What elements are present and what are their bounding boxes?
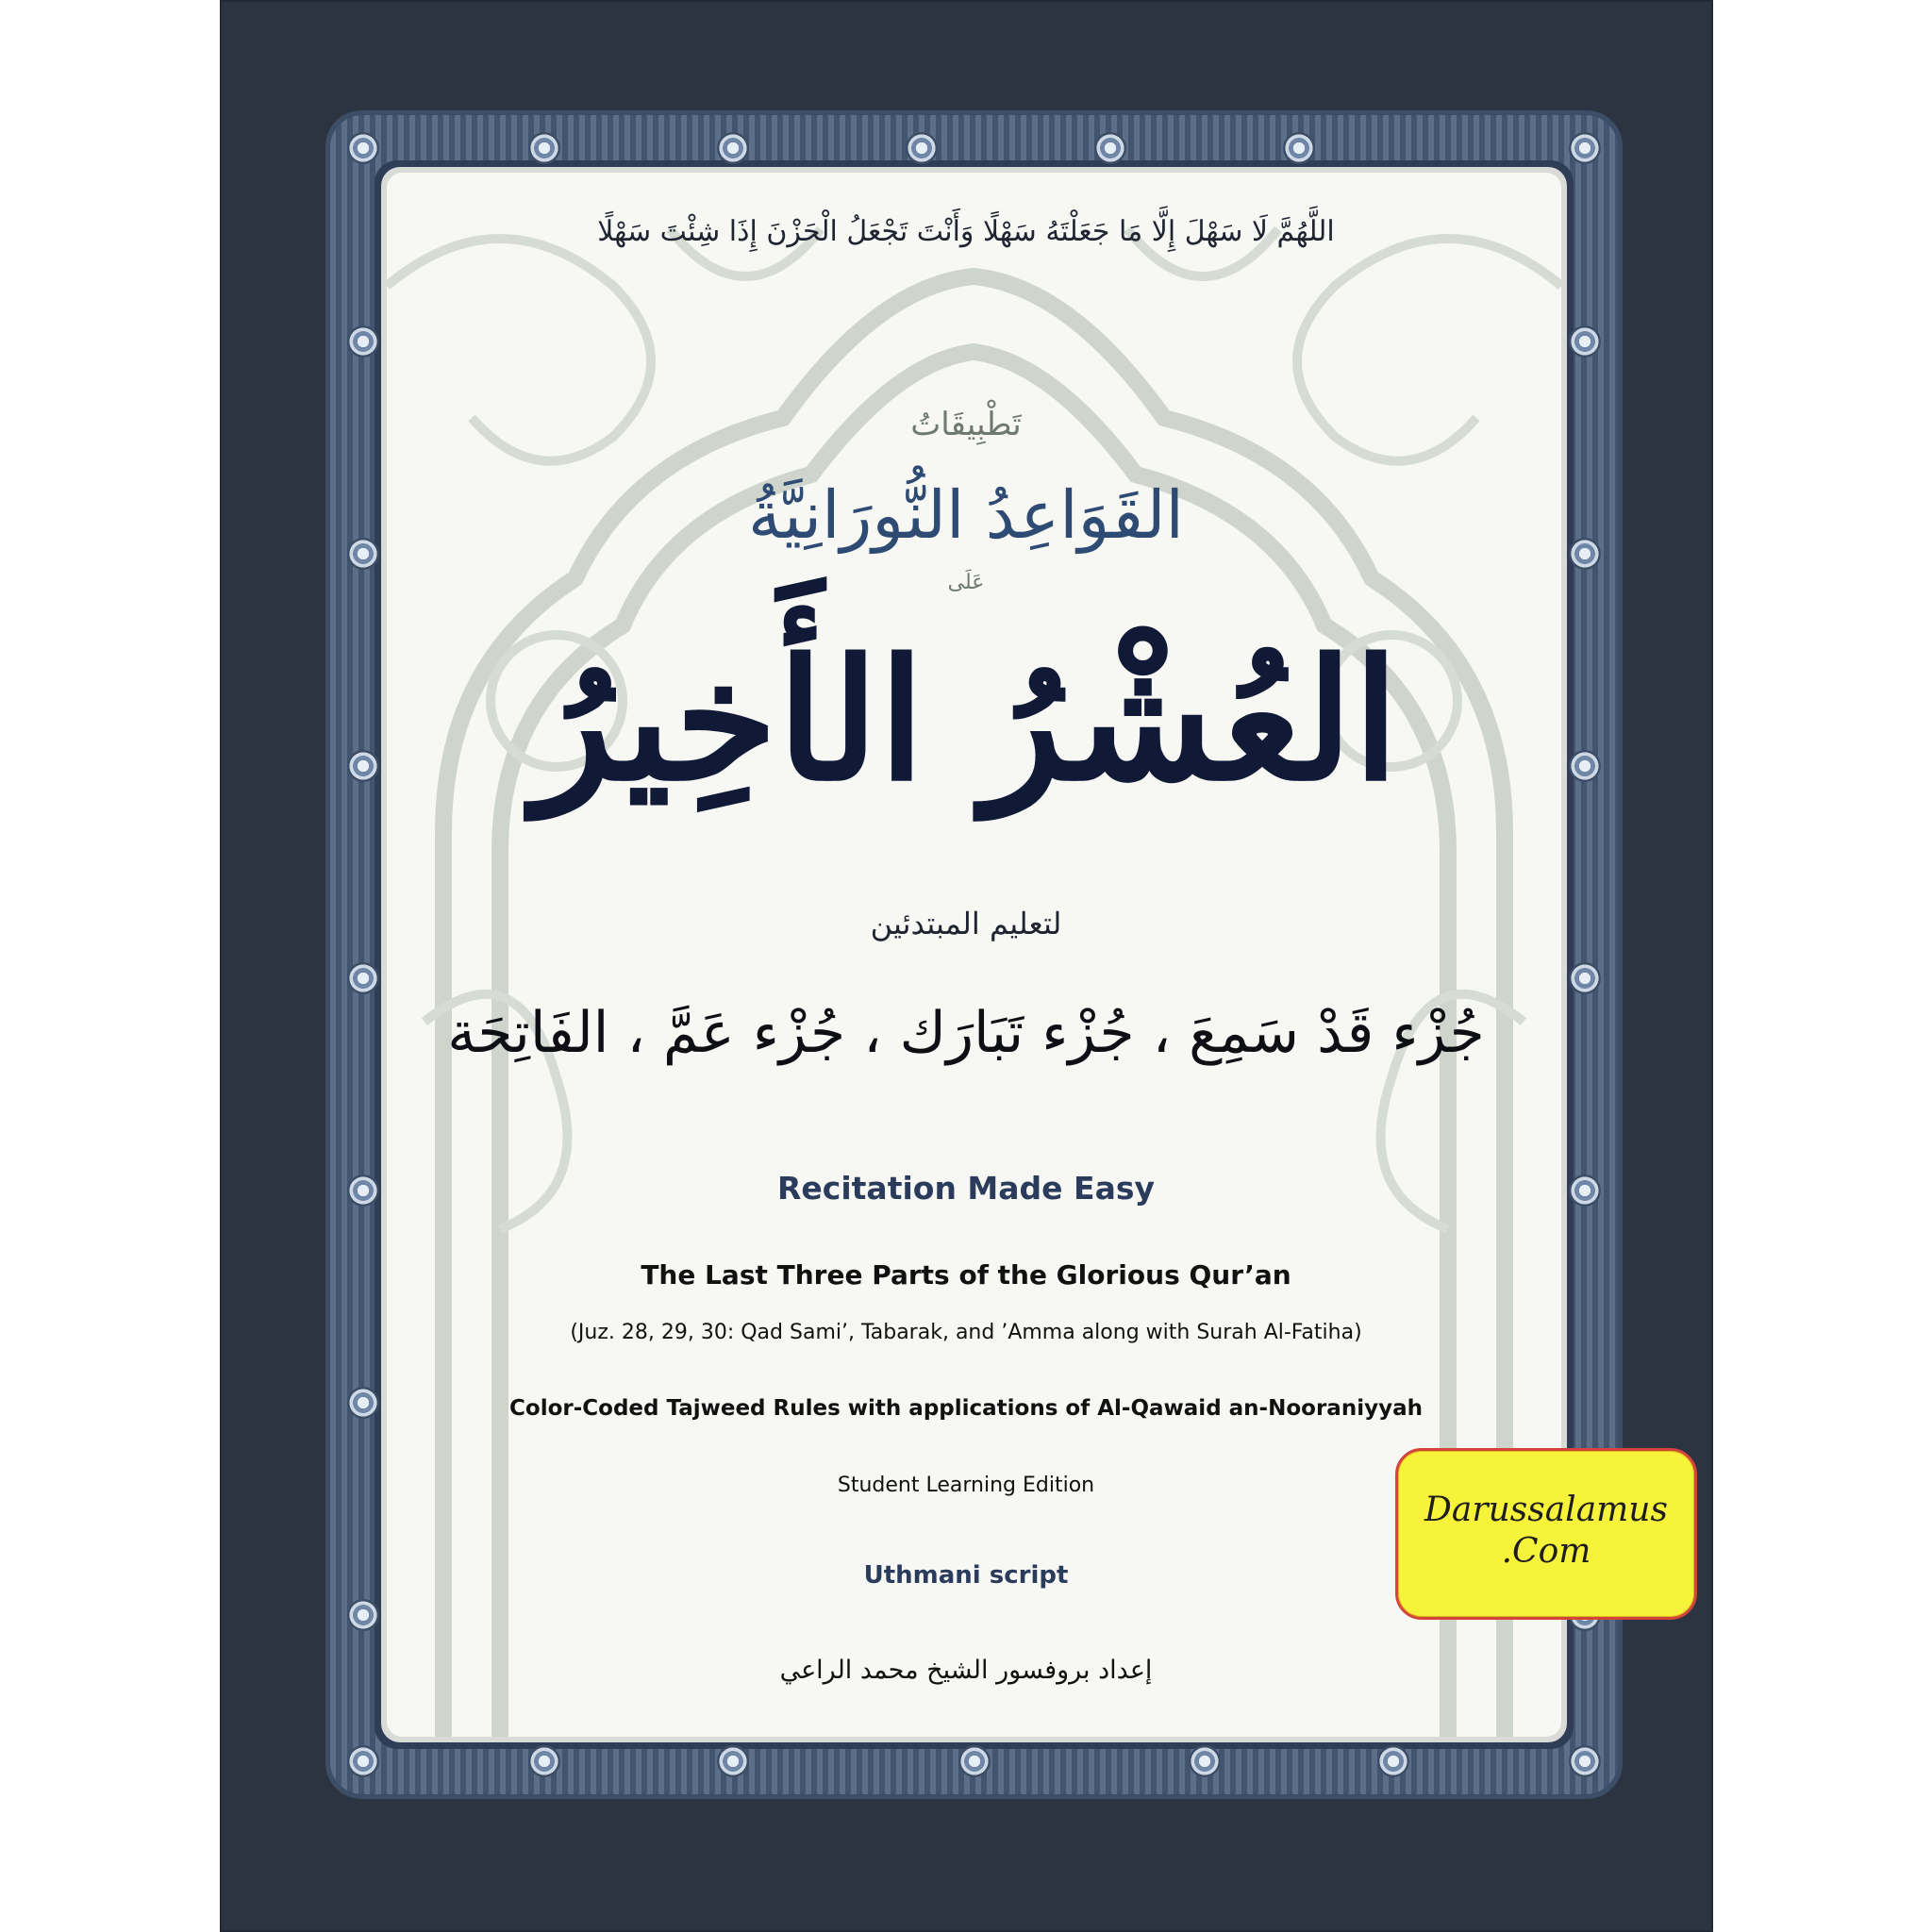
- border-rosette: [717, 132, 749, 164]
- juz-description: (Juz. 28, 29, 30: Qad Sami’, Tabarak, and ’Amma along with Surah Al-Fatiha): [570, 1321, 1362, 1344]
- script-label: Uthmani script: [863, 1561, 1069, 1590]
- border-rosette: [347, 325, 379, 358]
- border-rosette: [347, 1745, 379, 1777]
- border-rosette: [958, 1745, 991, 1777]
- badge-line-2: .Com: [1501, 1532, 1591, 1571]
- edition-label: Student Learning Edition: [837, 1474, 1095, 1497]
- ala-label: عَلَى: [947, 571, 985, 594]
- border-rosette: [1283, 132, 1315, 164]
- english-title: Recitation Made Easy: [776, 1170, 1155, 1207]
- border-rosette: [1569, 962, 1601, 994]
- badge-line-1: Darussalamus: [1424, 1491, 1668, 1529]
- border-rosette: [1569, 325, 1601, 358]
- border-rosette: [1569, 1745, 1601, 1777]
- border-rosette: [347, 1599, 379, 1631]
- english-subtitle: The Last Three Parts of the Glorious Qur’an: [641, 1259, 1291, 1291]
- tajweed-description: Color-Coded Tajweed Rules with applications of Al-Qawaid an-Nooraniyyah: [509, 1396, 1423, 1421]
- for-beginners-label: لتعليم المبتدئين: [870, 906, 1062, 941]
- border-rosette: [1569, 132, 1601, 164]
- border-rosette: [347, 962, 379, 994]
- applications-label: تَطْبِيقَاتُ: [910, 406, 1022, 443]
- top-verse: اللَّهُمَّ لَا سَهْلَ إِلَّا مَا جَعَلْتَهُ سَهْلًا وَأَنْتَ تَجْعَلُ الْحَزْنَ إِذَا شِئْتَ سَهْلًا: [597, 215, 1335, 248]
- main-arabic-title: العُشْرُ الأَخِيرُ: [533, 623, 1399, 818]
- juz-list-arabic: جُزْء قَدْ سَمِعَ ، جُزْء تَبَارَك ، جُزْء عَمَّ ، الفَاتِحَة: [447, 1000, 1485, 1066]
- border-rosette: [906, 132, 938, 164]
- border-rosette: [1094, 132, 1126, 164]
- border-rosette: [347, 132, 379, 164]
- border-rosette: [717, 1745, 749, 1777]
- border-rosette: [528, 1745, 560, 1777]
- store-watermark-badge: [1395, 1448, 1697, 1620]
- qawaid-title: القَوَاعِدُ النُّورَانِيَّةُ: [747, 476, 1184, 554]
- border-rosette: [1189, 1745, 1221, 1777]
- border-rosette: [528, 132, 560, 164]
- border-rosette: [1377, 1745, 1409, 1777]
- author-line: إعداد بروفسور الشيخ محمد الراعي: [779, 1656, 1153, 1685]
